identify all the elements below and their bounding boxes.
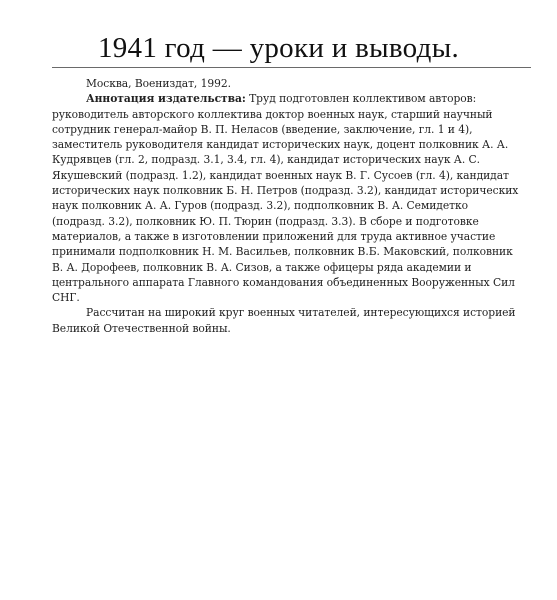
audience-paragraph: Рассчитан на широкий круг военных читателей, интересующихся историей Великой Отечественной войны.: [52, 306, 516, 335]
document-body: [52, 76, 522, 336]
annotation-text: Труд подготовлен коллективом авторов: руководитель авторского коллектива доктор военных наук, старший научный сотрудник генерал-майор В. П. Неласов (введение, заключение, гл. 1 и 4), заместитель руководителя кандидат исторических наук, доцент полковник А. А. Кудрявцев (гл. 2, подразд. 3.1, 3.4, гл. 4), кандидат исторических наук А. С. Якушевский (подразд. 1.2), кандидат военных наук В. Г. Сусоев (гл. 4), кандидат исторических наук полковник Б. Н. Петров (подразд. 3.2), кандидат исторических наук полковник А. А. Гуров (подразд. 3.2), подполковник В. А. Семидетко (подразд. 3.2), полковник Ю. П. Тюрин (подразд. 3.3). В сборе и подготовке материалов, а также в изготовлении приложений для труда активное участие принимали подполковник Н. М. Васильев, полковник В.Б. Маковский, полковник В. А. Дорофеев, полковник В. А. Сизов, а также офицеры ряда академии и центрального аппарата Главного командования объединенных Вооруженных Сил СНГ.: [52, 92, 519, 305]
publisher-line: Москва, Воениздат, 1992.: [86, 77, 231, 90]
document-title: 1941 год — уроки и выводы.: [97, 32, 460, 64]
annotation-label: Аннотация издательства:: [86, 92, 246, 106]
title-divider: [52, 67, 531, 68]
annotation-paragraph: [52, 91, 522, 305]
